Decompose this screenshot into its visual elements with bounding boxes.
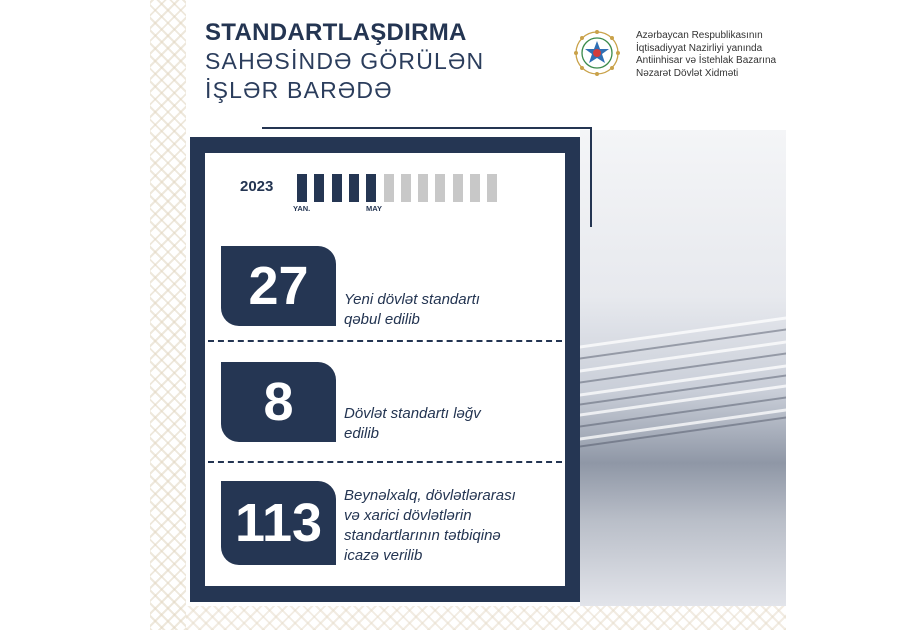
timeline-year: 2023 (240, 178, 274, 195)
page-title (205, 18, 484, 105)
month-bar (366, 174, 376, 202)
stat-text-line: standartlarının tətbiqinə (344, 527, 501, 544)
month-label-end: MAY (366, 204, 382, 213)
stat-text-line: Yeni dövlət standartı (344, 291, 480, 308)
divider (208, 461, 562, 463)
title-line-2: SAHƏSİNDƏ GÖRÜLƏN (205, 48, 485, 74)
month-bar (487, 174, 497, 202)
month-bar (384, 174, 394, 202)
month-bar (314, 174, 324, 202)
month-bar (349, 174, 359, 202)
stat-text-line: qəbul edilib (344, 311, 420, 328)
divider (208, 340, 562, 342)
ornamental-border-left (150, 0, 186, 630)
stat-description (344, 404, 481, 444)
organization-name (636, 30, 776, 80)
stat-value: 27 (248, 256, 309, 316)
month-bar (435, 174, 445, 202)
org-line: Nəzarət Dövlət Xidməti (636, 67, 739, 79)
month-label-start: YAN. (293, 204, 311, 213)
stat-description (344, 486, 516, 566)
stat-value-box (221, 481, 336, 565)
stat-description (344, 290, 480, 330)
month-bar (332, 174, 342, 202)
stat-value-box (221, 362, 336, 442)
title-line-1: STANDARTLAŞDIRMA (205, 19, 467, 46)
accent-line-top (262, 127, 592, 129)
org-line: Antiinhisar və İstehlak Bazarına (636, 55, 777, 66)
title-line-3: İŞLƏR BARƏDƏ (205, 77, 393, 103)
stat-value: 113 (234, 493, 323, 553)
month-bar (297, 174, 307, 202)
paper-stack-photo (580, 130, 786, 606)
state-emblem-icon (572, 28, 622, 78)
stat-text-line: Beynəlxalq, dövlətlərarası (344, 487, 516, 504)
org-line: İqtisadiyyat Nazirliyi yanında (636, 42, 763, 54)
month-bar (453, 174, 463, 202)
month-bar (401, 174, 411, 202)
accent-line-right (590, 127, 592, 227)
stat-text-line: icazə verilib (344, 547, 423, 564)
month-bar (470, 174, 480, 202)
stat-text-line: edilib (344, 425, 380, 442)
month-bar (418, 174, 428, 202)
stat-text-line: və xarici dövlətlərin (344, 507, 472, 524)
stat-value-box (221, 246, 336, 326)
stat-text-line: Dövlət standartı ləğv (344, 405, 481, 422)
stat-value: 8 (263, 372, 294, 432)
org-line: Azərbaycan Respublikasının (636, 30, 763, 41)
ornamental-border-bottom (186, 606, 786, 630)
